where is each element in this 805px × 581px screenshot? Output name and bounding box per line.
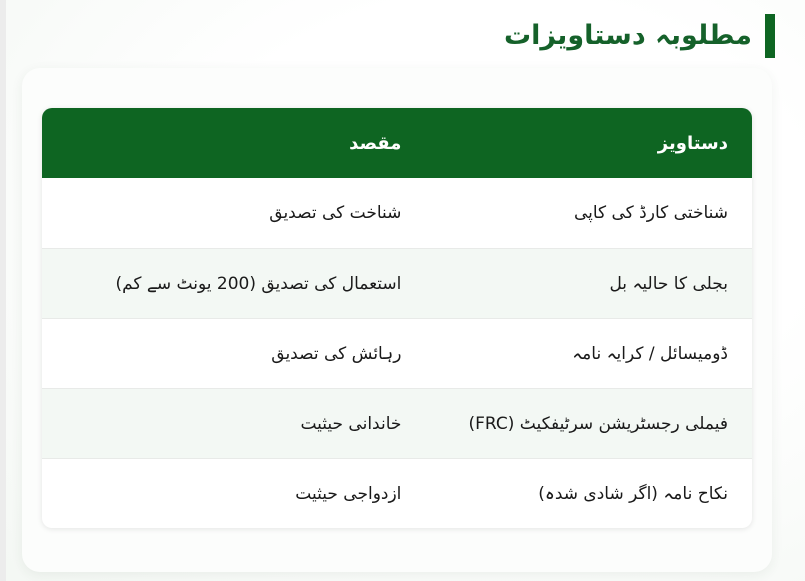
table-row xyxy=(42,178,752,248)
purpose-cell: خاندانی حیثیت xyxy=(42,388,425,458)
document-cell: فیملی رجسٹریشن سرٹیفکیٹ (FRC) xyxy=(425,388,752,458)
document-cell: بجلی کا حالیہ بل xyxy=(425,248,752,318)
required-documents-table xyxy=(42,108,752,528)
page-title: مطلوبہ دستاویزات xyxy=(504,20,752,52)
purpose-cell: شناخت کی تصدیق xyxy=(269,203,402,223)
scrollbar[interactable] xyxy=(0,0,6,581)
content-card xyxy=(22,68,772,572)
document-cell: نکاح نامہ (اگر شادی شدہ) xyxy=(425,458,752,528)
table-row xyxy=(42,248,752,318)
purpose-cell: ازدواجی حیثیت xyxy=(42,458,425,528)
purpose-cell: رہائش کی تصدیق xyxy=(42,318,425,388)
column-header-purpose: مقصد xyxy=(42,108,425,178)
document-cell: شناختی کارڈ کی کاپی xyxy=(573,203,728,223)
title-accent-bar xyxy=(765,14,775,58)
page-header xyxy=(0,0,805,58)
table-row xyxy=(42,388,752,458)
document-cell: ڈومیسائل / کرایہ نامہ xyxy=(425,318,752,388)
column-header-document: دستاویز xyxy=(425,108,752,178)
table-header-row xyxy=(42,108,752,178)
table-row xyxy=(42,318,752,388)
table-row xyxy=(42,458,752,528)
purpose-cell: استعمال کی تصدیق (200 یونٹ سے کم) xyxy=(42,248,425,318)
